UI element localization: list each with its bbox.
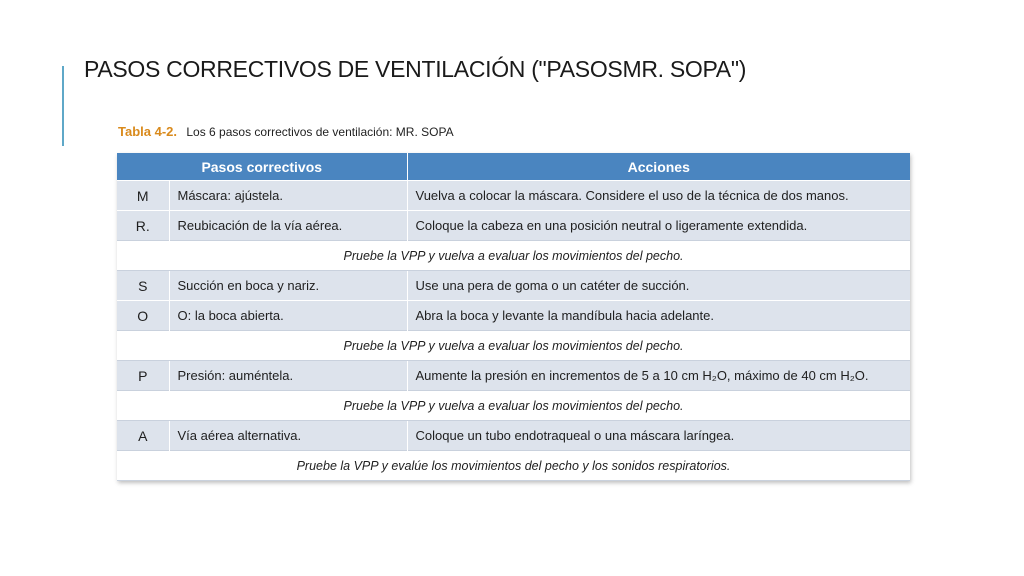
step-action: Aumente la presión en incrementos de 5 a 10 cm H₂O, máximo de 40 cm H₂O. — [407, 361, 910, 391]
table-row-o — [117, 301, 910, 331]
step-name: Presión: auméntela. — [169, 361, 407, 391]
step-letter: O — [117, 301, 169, 331]
table-note-row — [117, 331, 910, 361]
table-note-row — [117, 391, 910, 421]
step-name: O: la boca abierta. — [169, 301, 407, 331]
corrective-steps-table-container — [117, 153, 910, 481]
step-letter: S — [117, 271, 169, 301]
table-note-row — [117, 241, 910, 271]
note-text: Pruebe la VPP y vuelva a evaluar los movimientos del pecho. — [117, 241, 910, 271]
slide-title: PASOS CORRECTIVOS DE VENTILACIÓN ("PASOSMR. SOPA") — [84, 56, 747, 82]
table-note-row — [117, 451, 910, 481]
table-row-r — [117, 211, 910, 241]
step-action: Coloque un tubo endotraqueal o una máscara laríngea. — [407, 421, 910, 451]
note-text: Pruebe la VPP y evalúe los movimientos del pecho y los sonidos respiratorios. — [117, 451, 910, 481]
step-letter: R. — [117, 211, 169, 241]
step-action: Use una pera de goma o un catéter de succión. — [407, 271, 910, 301]
header-actions: Acciones — [407, 153, 910, 181]
step-letter: A — [117, 421, 169, 451]
step-action: Abra la boca y levante la mandíbula hacia adelante. — [407, 301, 910, 331]
step-letter: P — [117, 361, 169, 391]
note-text: Pruebe la VPP y vuelva a evaluar los movimientos del pecho. — [117, 331, 910, 361]
table-header-row — [117, 153, 910, 181]
title-accent-bar — [62, 66, 64, 146]
table-caption-text: Los 6 pasos correctivos de ventilación: MR. SOPA — [186, 125, 454, 139]
step-letter: M — [117, 181, 169, 211]
table-row-s — [117, 271, 910, 301]
step-name: Vía aérea alternativa. — [169, 421, 407, 451]
note-text: Pruebe la VPP y vuelva a evaluar los movimientos del pecho. — [117, 391, 910, 421]
step-name: Succión en boca y nariz. — [169, 271, 407, 301]
step-action: Vuelva a colocar la máscara. Considere el uso de la técnica de dos manos. — [407, 181, 910, 211]
table-row-m — [117, 181, 910, 211]
table-caption-label: Tabla 4-2. — [118, 124, 178, 139]
corrective-steps-table — [117, 153, 910, 481]
step-name: Máscara: ajústela. — [169, 181, 407, 211]
table-row-p — [117, 361, 910, 391]
header-steps: Pasos correctivos — [117, 153, 407, 181]
table-caption — [118, 124, 454, 139]
step-name: Reubicación de la vía aérea. — [169, 211, 407, 241]
table-row-a — [117, 421, 910, 451]
step-action: Coloque la cabeza en una posición neutral o ligeramente extendida. — [407, 211, 910, 241]
